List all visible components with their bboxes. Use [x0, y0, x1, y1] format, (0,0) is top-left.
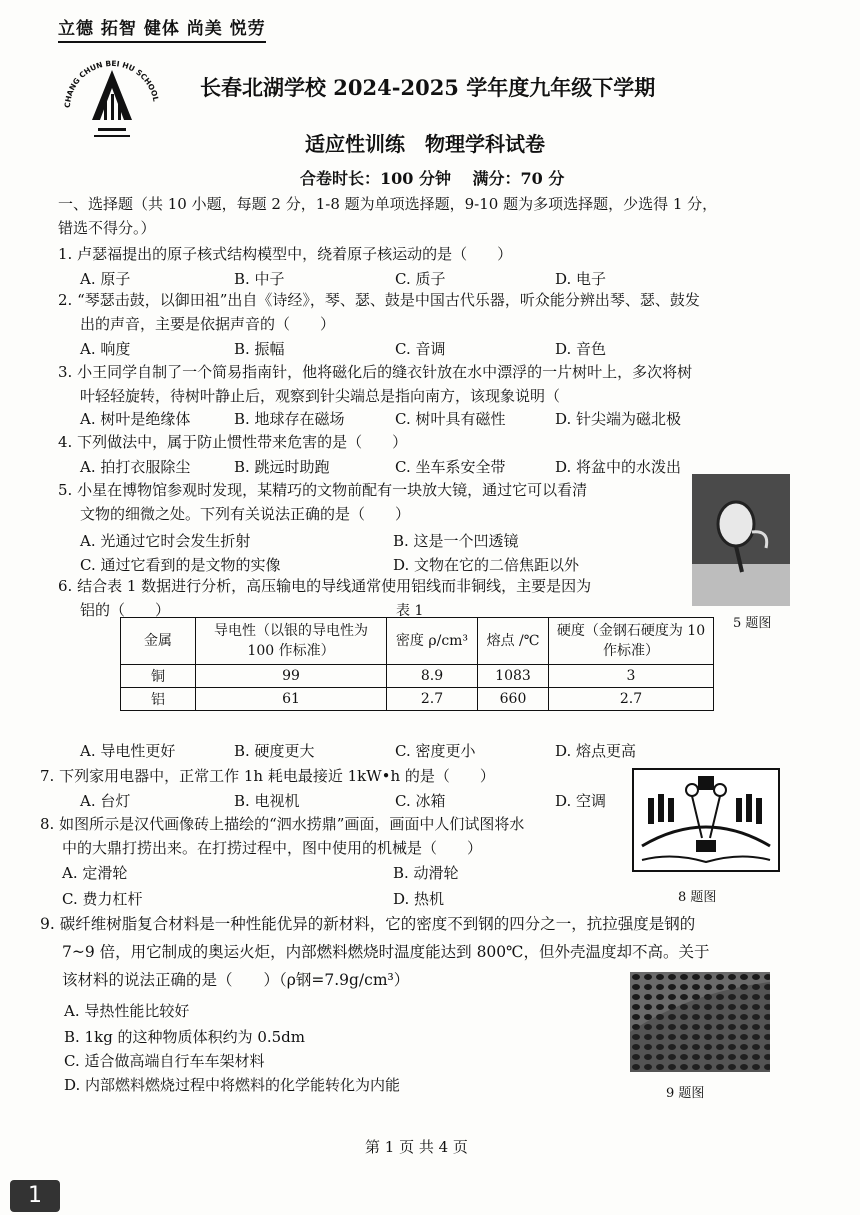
q8-option-b: B. 动滑轮: [393, 864, 459, 882]
q6-option-d: D. 熔点更高: [555, 742, 637, 760]
q4-option-a: A. 拍打衣服除尘: [80, 458, 191, 476]
logo-text: CHANG CHUN BEI HU SCHOOL: [62, 58, 161, 109]
q8-option-c: C. 费力杠杆: [62, 890, 143, 908]
q3-option-a: A. 树叶是绝缘体: [80, 410, 191, 428]
table-cell: 8.9: [387, 665, 478, 688]
exam-title: 长春北湖学校 2024-2025 学年度九年级下学期: [200, 75, 656, 100]
q2-option-a: A. 响度: [80, 340, 131, 358]
table-row: [121, 665, 714, 688]
q9-option-b: B. 1kg 的这种物质体积约为 0.5dm: [64, 1028, 306, 1046]
table-cell: 660: [478, 688, 549, 711]
question-7-stem: 7. 下列家用电器中，正常工作 1h 耗电最接近 1kW•h 的是（ ）: [40, 767, 495, 785]
q3-option-b: B. 地球存在磁场: [234, 410, 345, 428]
table-header-cell: 导电性（以银的导电性为 100 作标准）: [196, 618, 387, 665]
question-8-stem: 8. 如图所示是汉代画像砖上描绘的“泗水捞鼎”画面，画面中人们试图将水: [40, 815, 525, 833]
q9-option-c: C. 适合做高端自行车车架材料: [64, 1052, 265, 1070]
q6-option-c: C. 密度更小: [395, 742, 476, 760]
question-1-stem: 1. 卢瑟福提出的原子核式结构模型中，绕着原子核运动的是（ ）: [58, 245, 513, 263]
table-header-cell: 金属: [121, 618, 196, 665]
question-9-stem-cont2: 该材料的说法正确的是（ ）（ρ钢=7.9g/cm³）: [62, 971, 410, 989]
table-cell: 2.7: [387, 688, 478, 711]
table-1: [120, 617, 714, 711]
school-logo: [60, 48, 164, 144]
q5-option-b: B. 这是一个凹透镜: [393, 532, 519, 550]
exam-subtitle: 适应性训练 物理学科试卷: [305, 132, 545, 156]
question-6-stem: 6. 结合表 1 数据进行分析，高压输电的导线通常使用铝线而非铜线，主要是因为: [58, 577, 592, 595]
q4-option-d: D. 将盆中的水泼出: [555, 458, 682, 476]
table-cell: 1083: [478, 665, 549, 688]
q1-option-d: D. 电子: [555, 270, 607, 288]
q4-option-b: B. 跳远时助跑: [234, 458, 330, 476]
table-cell: 2.7: [549, 688, 714, 711]
question-5-stem: 5. 小星在博物馆参观时发现，某精巧的文物前配有一块放大镜，通过它可以看清: [58, 481, 588, 499]
table-header-cell: 熔点 /℃: [478, 618, 549, 665]
q4-option-c: C. 坐车系安全带: [395, 458, 506, 476]
question-8-stem-cont: 中的大鼎打捞出来。在打捞过程中，图中使用的机械是（ ）: [62, 839, 483, 857]
q3-option-d: D. 针尖端为磁北极: [555, 410, 682, 428]
figure-5-magnifier-photo: [692, 474, 790, 606]
q2-option-c: C. 音调: [395, 340, 446, 358]
q1-option-c: C. 质子: [395, 270, 446, 288]
q3-option-c: C. 树叶具有磁性: [395, 410, 506, 428]
section-heading: 一、选择题（共 10 小题，每题 2 分，1-8 题为单项选择题，9-10 题为多项选择题，少选得 1 分，: [58, 195, 718, 213]
table-row: [121, 688, 714, 711]
question-9-stem: 9. 碳纤维树脂复合材料是一种性能优异的新材料，它的密度不到钢的四分之一，抗拉强度是钢的: [40, 915, 696, 933]
q1-option-b: B. 中子: [234, 270, 285, 288]
question-3-stem: 3. 小王同学自制了一个简易指南针，他将磁化后的缝衣针放在水中漂浮的一片树叶上，多次将树: [58, 363, 693, 381]
q8-option-d: D. 热机: [393, 890, 445, 908]
q7-option-c: C. 冰箱: [395, 792, 446, 810]
q9-option-d: D. 内部燃料燃烧过程中将燃料的化学能转化为内能: [64, 1076, 401, 1094]
q7-option-a: A. 台灯: [80, 792, 131, 810]
q1-option-a: A. 原子: [80, 270, 131, 288]
q7-option-b: B. 电视机: [234, 792, 300, 810]
figure-8-caption: 8 题图: [678, 890, 717, 905]
page-number: 第 1 页 共 4 页: [365, 1138, 468, 1156]
question-2-stem-cont: 出的声音，主要是依据声音的（ ）: [80, 315, 336, 333]
q2-option-b: B. 振幅: [234, 340, 285, 358]
figure-9-carbon-fiber-photo: [630, 972, 770, 1072]
q5-option-c: C. 通过它看到的是文物的实像: [80, 556, 281, 574]
table-header-cell: 密度 ρ/cm³: [387, 618, 478, 665]
q5-option-d: D. 文物在它的二倍焦距以外: [393, 556, 580, 574]
figure-8-lifting-tripod-relief: [632, 768, 780, 872]
table-cell: 铜: [121, 665, 196, 688]
q5-option-a: A. 光通过它时会发生折射: [80, 532, 251, 550]
q2-option-d: D. 音色: [555, 340, 607, 358]
figure-5-caption: 5 题图: [733, 616, 772, 631]
page-badge: 1: [10, 1180, 60, 1212]
table-cell: 3: [549, 665, 714, 688]
question-2-stem: 2. “琴瑟击鼓，以御田祖”出自《诗经》，琴、瑟、鼓是中国古代乐器，听众能分辨出琴、瑟、鼓发: [58, 291, 700, 309]
q9-option-a: A. 导热性能比较好: [64, 1002, 190, 1020]
question-3-stem-cont: 叶轻轻旋转，待树叶静止后，观察到针尖端总是指向南方，该现象说明（: [80, 387, 561, 405]
question-9-stem-cont: 7~9 倍，用它制成的奥运火炬，内部燃料燃烧时温度能达到 800℃，但外壳温度却不高。关于: [62, 943, 710, 961]
school-motto: 立德 拓智 健体 尚美 悦劳: [58, 14, 266, 43]
question-6-stem-cont: 铝的（ ）: [80, 601, 171, 619]
q6-option-a: A. 导电性更好: [80, 742, 176, 760]
figure-9-caption: 9 题图: [666, 1086, 705, 1101]
question-5-stem-cont: 文物的细微之处。下列有关说法正确的是（ ）: [80, 505, 411, 523]
q7-option-d: D. 空调: [555, 792, 607, 810]
table-cell: 铝: [121, 688, 196, 711]
q6-option-b: B. 硬度更大: [234, 742, 315, 760]
table-header-cell: 硬度（金钢石硬度为 10 作标准）: [549, 618, 714, 665]
exam-duration: 合卷时长：100 分钟 满分：70 分: [300, 169, 565, 188]
table-cell: 61: [196, 688, 387, 711]
table-1-title: 表 1: [396, 603, 424, 619]
q8-option-a: A. 定滑轮: [62, 864, 128, 882]
section-heading-cont: 错选不得分。）: [58, 219, 156, 237]
table-header-row: [121, 618, 714, 665]
table-cell: 99: [196, 665, 387, 688]
question-4-stem: 4. 下列做法中，属于防止惯性带来危害的是（ ）: [58, 433, 408, 451]
